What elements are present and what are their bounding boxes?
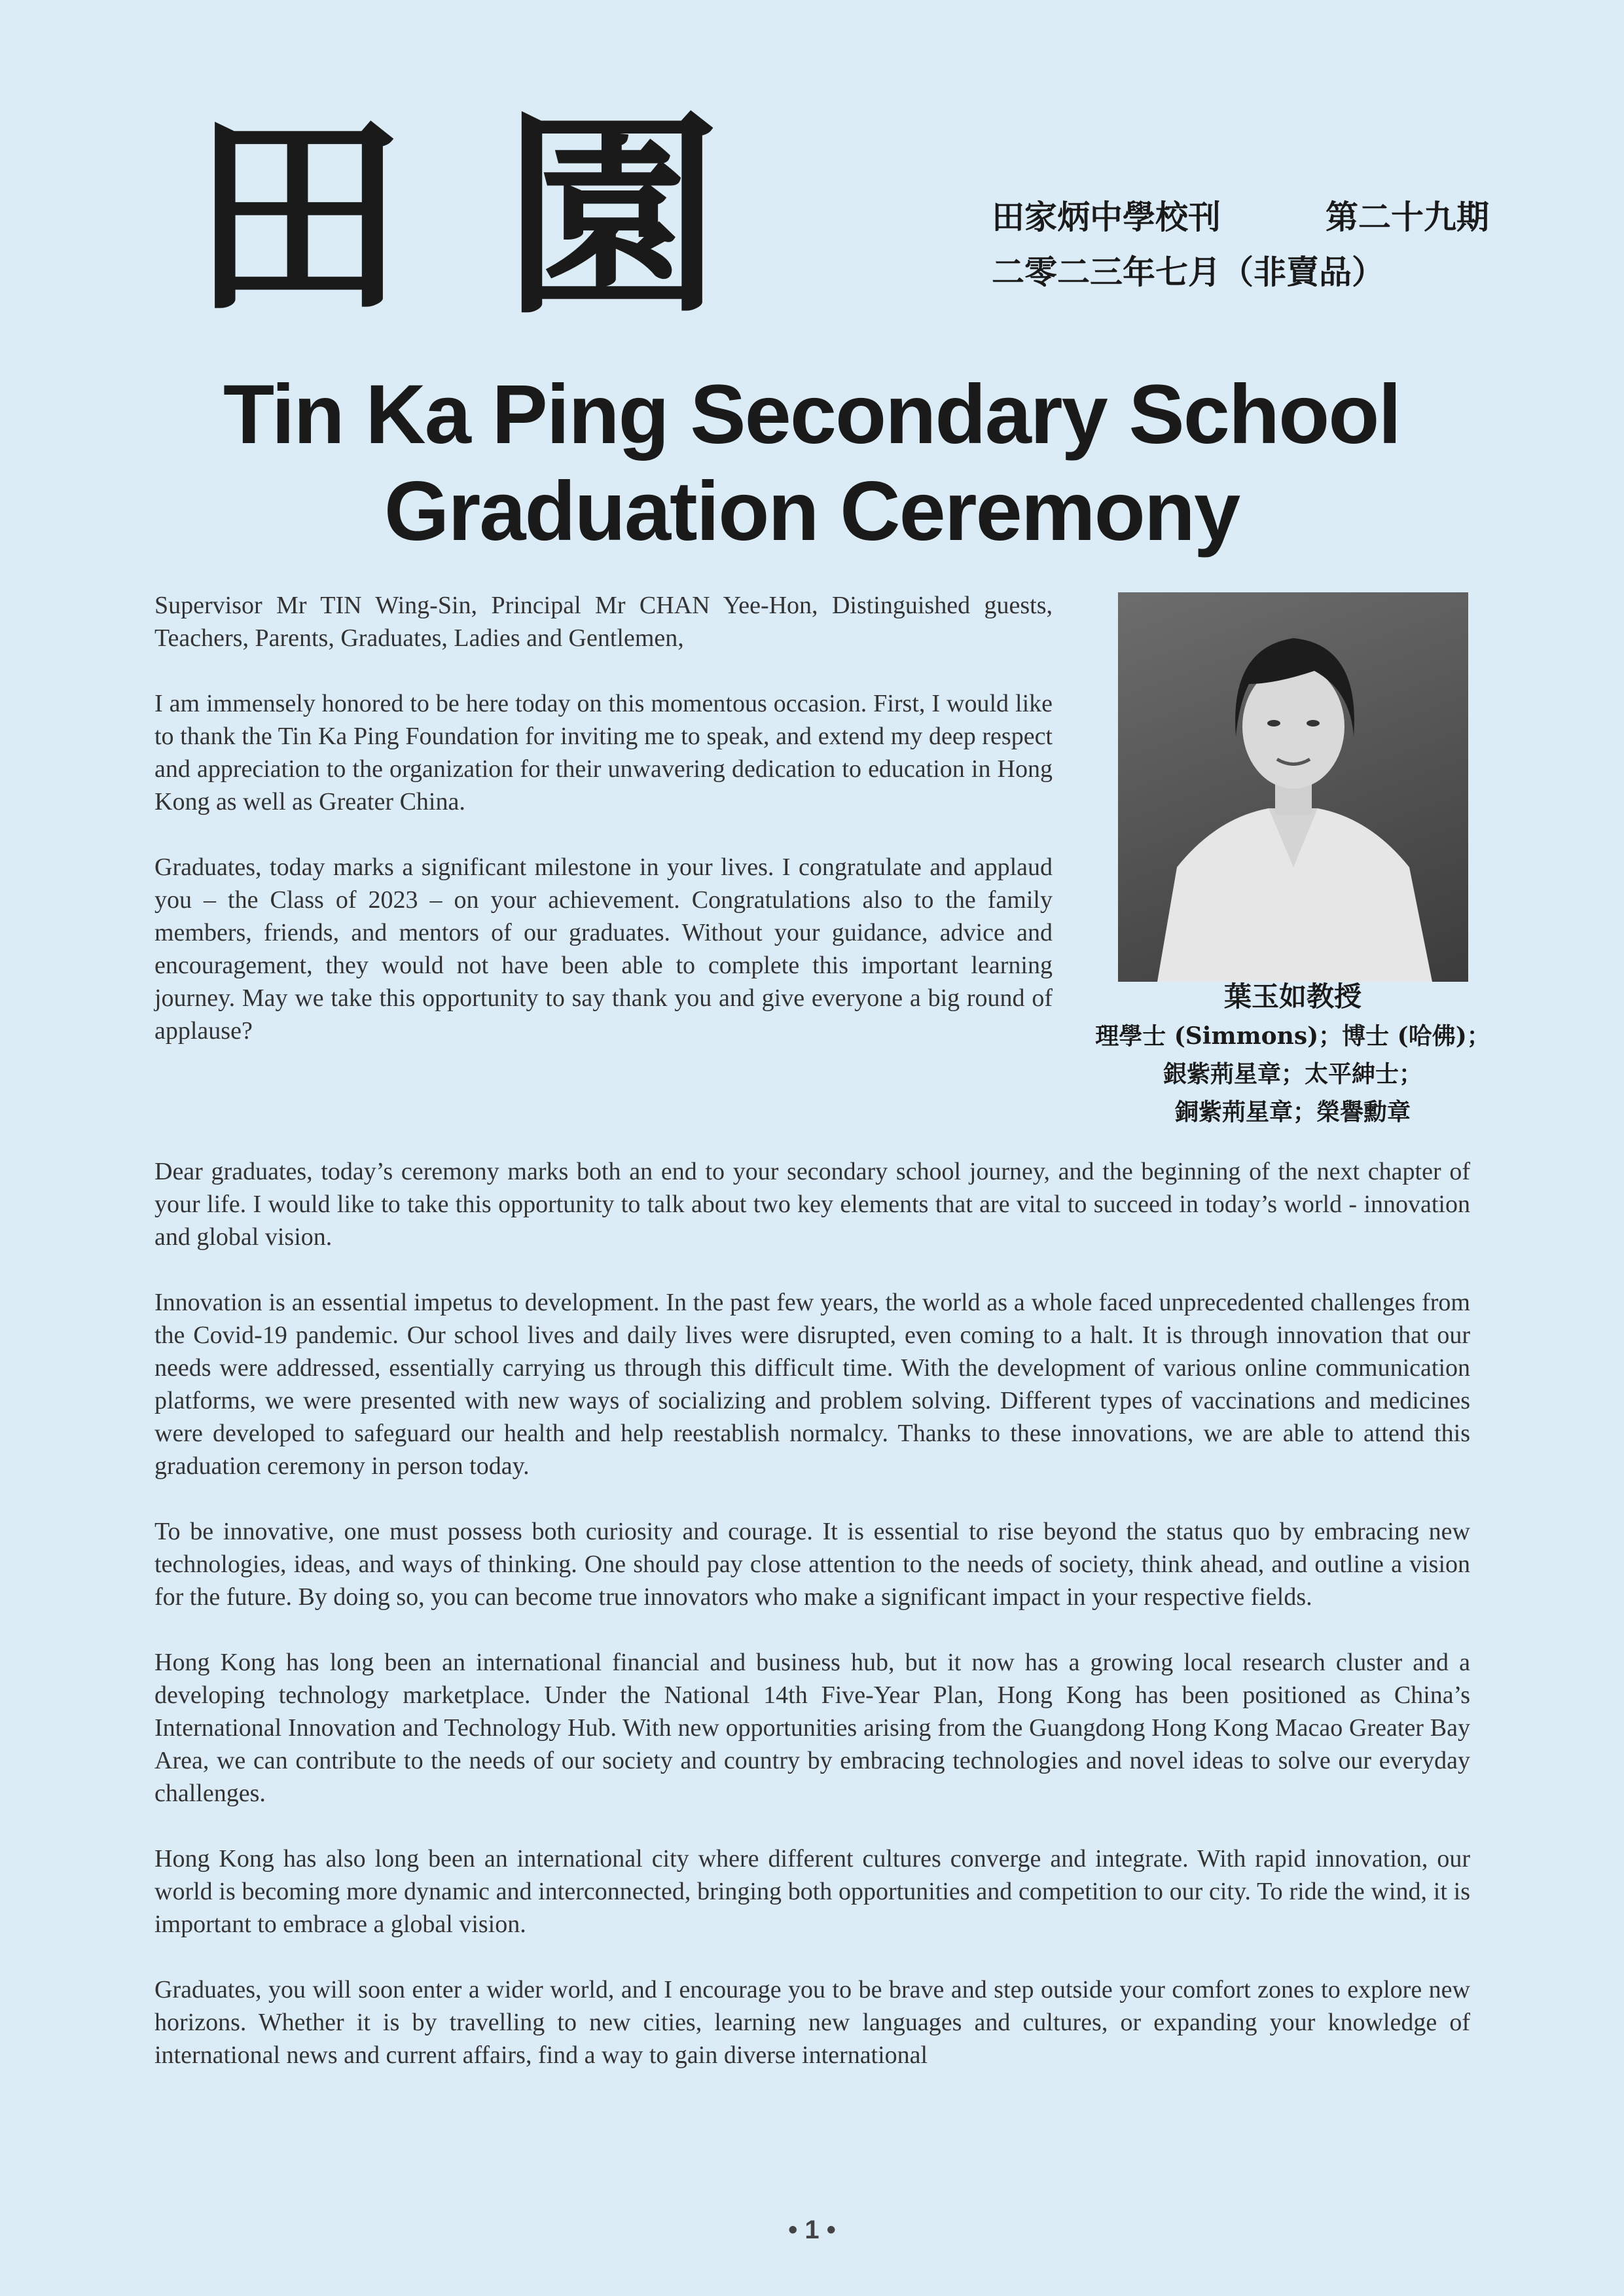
speaker-portrait-graphic xyxy=(1118,592,1468,982)
paragraph-congratulations: Graduates, today marks a significant milestone in your lives. I congratulate and applaud you – the Class of 2023 – on your achievement. Congratulations also to the family members, friends, and mentors of our graduates. Without your guidance, advice and encouragement, they would not have been able to complete this important learning journey. May we take this opportunity to say thank you and give everyone a big round of applause? xyxy=(154,853,1053,1045)
paragraph-hong-kong-hub: Hong Kong has long been an international financial and business hub, but it now has a growing local research cluster and a developing technology marketplace. Under the National 14th Five-Year Plan, Hong Kong has been positioned as China’s International Innovation and Technology Hub. With new opportunities arising from the Guangdong Hong Kong Macao Greater Bay Area, we can contribute to the needs of our society and country by embracing technologies and novel ideas to solve our everyday challenges. xyxy=(154,1649,1470,1807)
full-width-column xyxy=(154,1155,1470,2104)
narrow-column xyxy=(154,589,1053,1080)
paragraph-curiosity-courage: To be innovative, one must possess both curiosity and courage. It is essential to rise beyond the status quo by embracing new technologies, ideas, and ways of thinking. One should pay close attention to the needs of society, think ahead, and outline a vision for the future. By doing so, you can become true innovators who make a significant impact in your respective fields. xyxy=(154,1518,1470,1611)
speaker-photo xyxy=(1118,592,1468,982)
caption-honours-1: 銀紫荊星章；太平紳士； xyxy=(1163,1060,1422,1088)
page-number: • 1 • xyxy=(788,2215,836,2244)
paragraph-global-city: Hong Kong has also long been an international city where different cultures converge and integrate. With rapid innovation, our world is becoming more dynamic and interconnected, bringing both opportunities and competition to our city. To ride the wind, it is important to embrace a global vision. xyxy=(154,1845,1470,1938)
title-line-2: Graduation Ceremony xyxy=(384,465,1240,558)
title-line-1: Tin Ka Ping Secondary School xyxy=(223,368,1400,461)
caption-name: 葉玉如教授 xyxy=(1223,980,1362,1013)
paragraph-salutation: Supervisor Mr TIN Wing-Sin, Principal Mr CHAN Yee-Hon, Distinguished guests, Teachers, Parents, Graduates, Ladies and Gentlemen, xyxy=(154,592,1053,652)
paragraph-two-elements: Dear graduates, today’s ceremony marks both an end to your secondary school journey, and the beginning of the next chapter of your life. I would like to take this opportunity to talk about two key elements that are vital to succeed in today’s world - innovation and global vision. xyxy=(154,1158,1470,1251)
issue-info xyxy=(992,190,1489,300)
masthead-logo xyxy=(190,89,808,343)
page-title xyxy=(131,367,1492,560)
paragraph-innovation: Innovation is an essential impetus to development. In the past few years, the world as a whole faced unprecedented challenges from the Covid-19 pandemic. Our school lives and daily lives were disrupted, even coming to a halt. It is through innovation that our needs were addressed, essentially carrying us through this difficult time. With the development of various online communication platforms, we were presented with new ways of socializing and problem solving. Different types of vaccinations and medicines were developed to safeguard our health and help reestablish normalcy. Thanks to these innovations, we are able to attend this graduation ceremony in person today. xyxy=(154,1289,1470,1480)
paragraph-wider-world: Graduates, you will soon enter a wider world, and I encourage you to be brave and step outside your comfort zones to explore new horizons. Whether it is by travelling to new cities, learning new languages and cultures, or expanding your knowledge of international news and current affairs, find a way to gain diverse international xyxy=(154,1976,1470,2069)
photo-caption xyxy=(1074,977,1512,1131)
issue-number: 第二十九期 xyxy=(1326,198,1489,236)
paragraph-opening: I am immensely honored to be here today on this momentous occasion. First, I would like to thank the Tin Ka Ping Foundation for inviting me to speak, and extend my deep respect and appreciation to the organization for their unwavering dedication to education in Hong Kong as well as Greater China. xyxy=(154,690,1053,816)
issue-title: 田家炳中學校刊 xyxy=(992,198,1221,236)
issue-date: 二零二三年七月（非賣品） xyxy=(992,253,1384,291)
logo-char-tian: 田 xyxy=(190,89,406,343)
caption-honours-2: 銅紫荊星章；榮譽勳章 xyxy=(1174,1098,1411,1126)
caption-degrees: 理學士 (Simmons)；博士 (哈佛)； xyxy=(1095,1022,1490,1050)
logo-char-yuan: 園 xyxy=(504,89,720,343)
